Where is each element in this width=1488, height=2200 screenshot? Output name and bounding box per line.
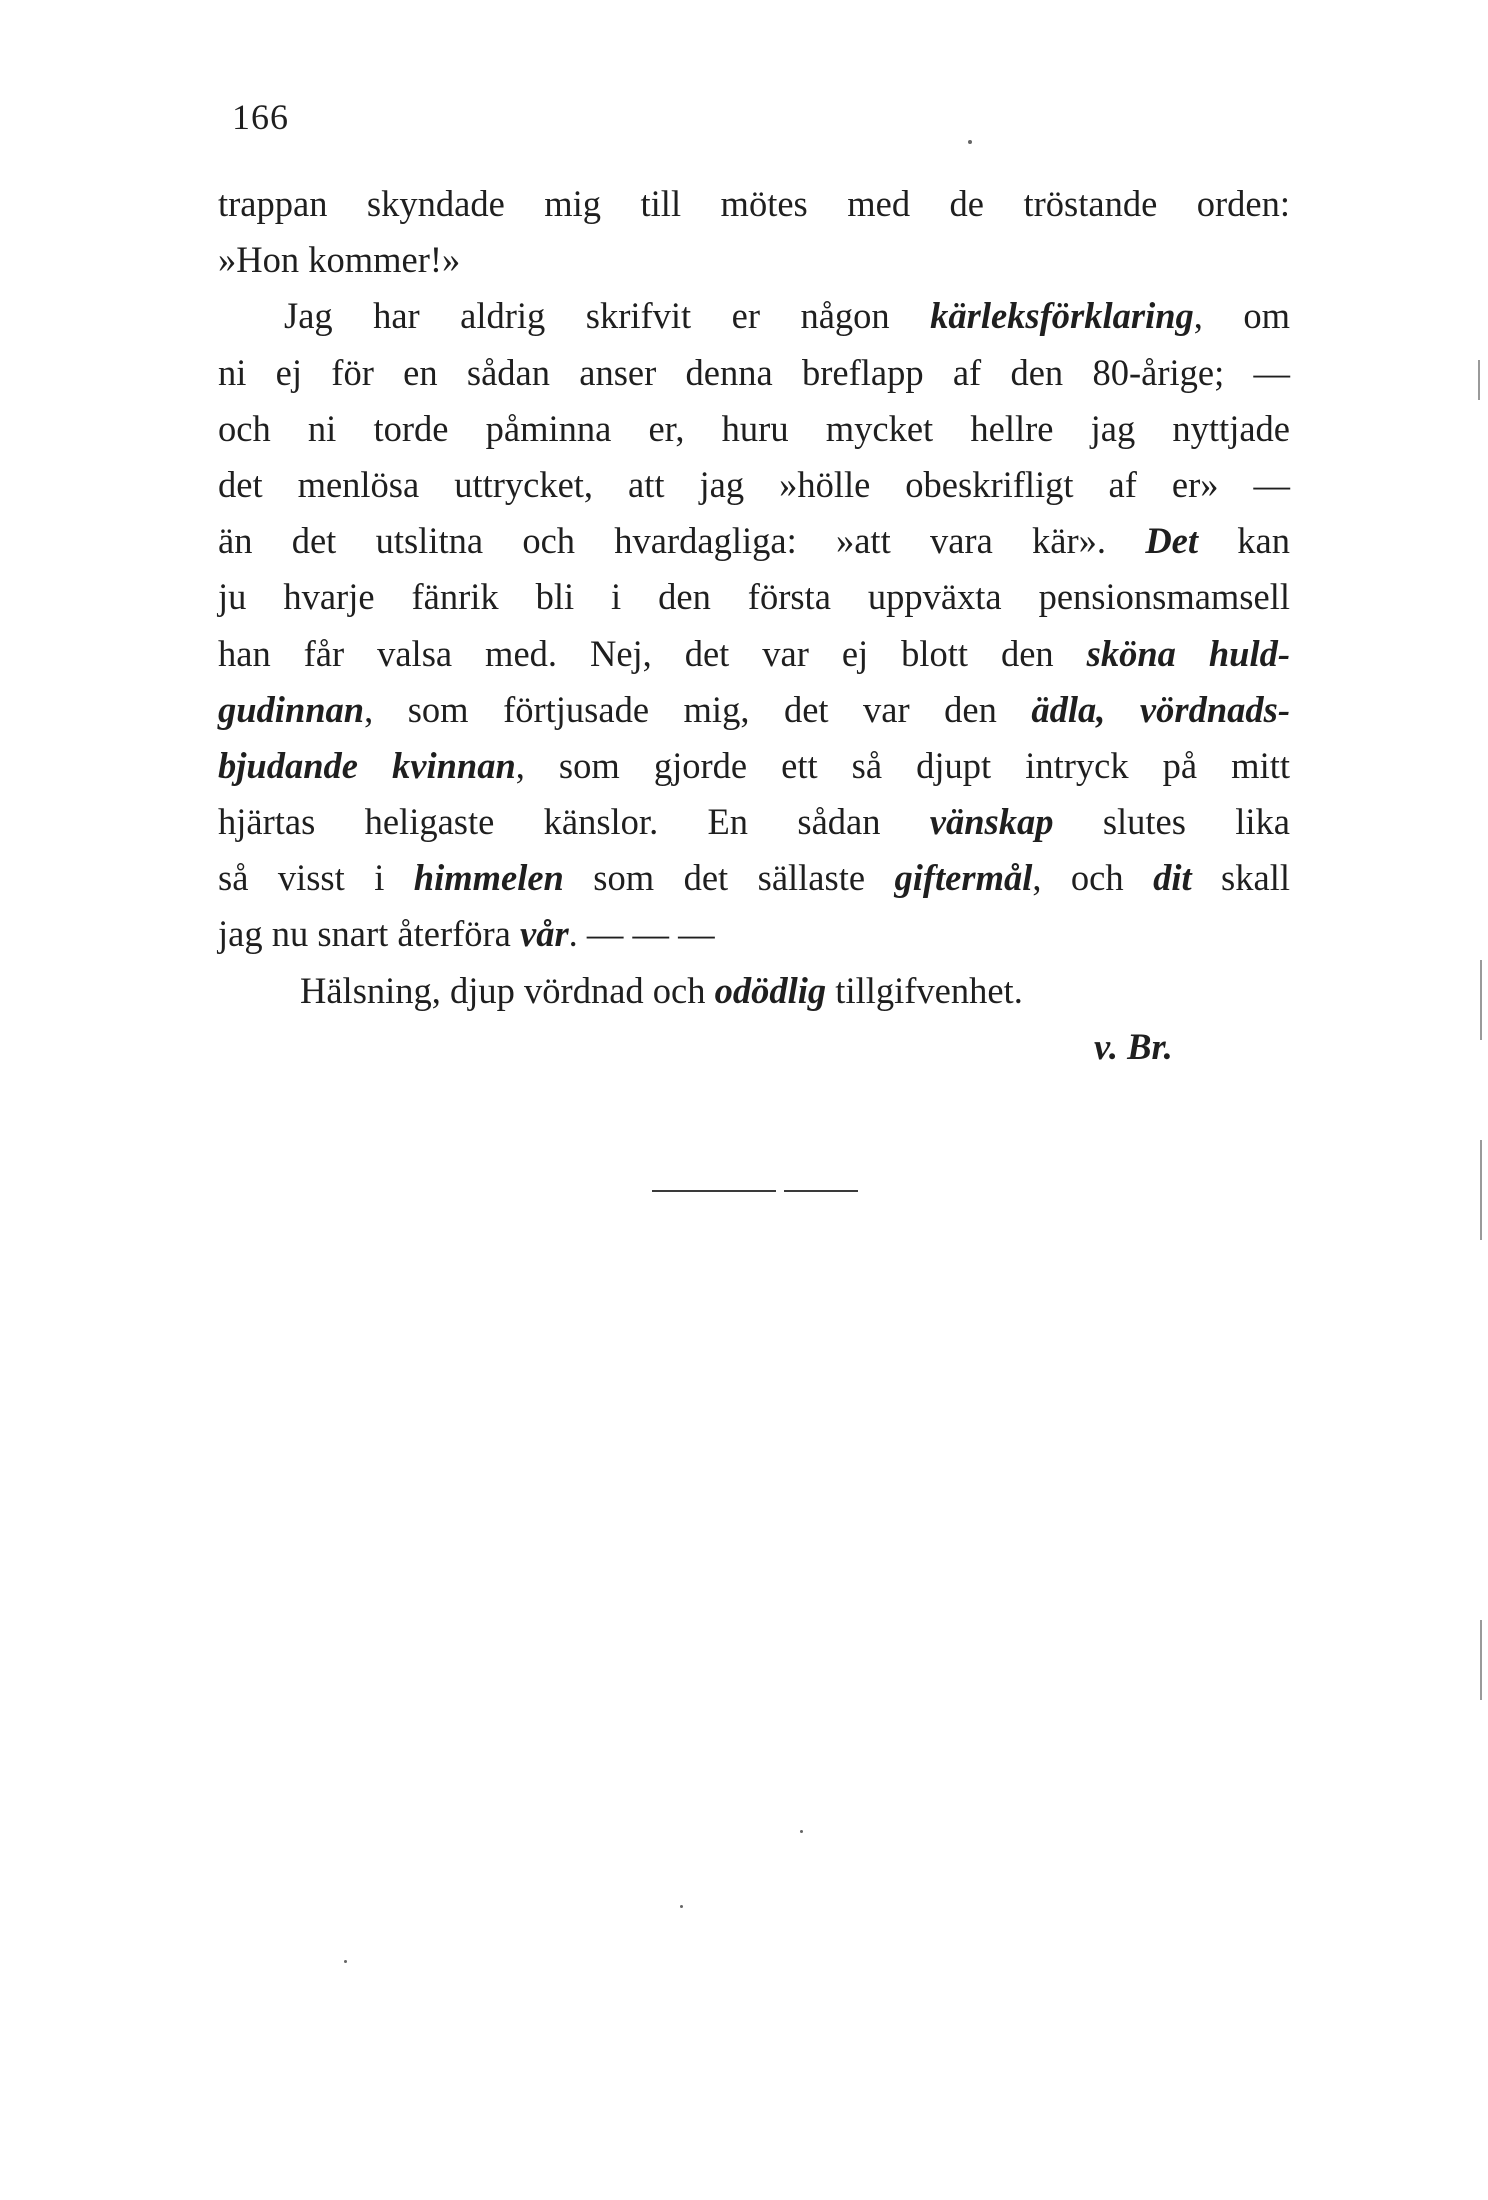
text-line-12 xyxy=(218,794,1290,850)
text-segment: skall xyxy=(1191,857,1290,899)
text-segment: »Hon kommer!» xyxy=(218,239,461,281)
text-line-14 xyxy=(218,906,1290,962)
text-line-4 xyxy=(218,345,1290,401)
italic-text: vår xyxy=(520,913,569,955)
text-segment: slutes lika xyxy=(1053,801,1291,843)
closing-rule-left xyxy=(652,1190,776,1192)
italic-text: kärleksförklaring xyxy=(930,295,1194,337)
text-line-5 xyxy=(218,401,1290,457)
italic-text: vänskap xyxy=(929,801,1054,843)
text-line-2 xyxy=(218,232,1290,288)
text-line-11 xyxy=(218,738,1290,794)
italic-text: himmelen xyxy=(413,857,564,899)
text-segment: , om xyxy=(1193,295,1290,337)
text-line-1 xyxy=(218,176,1290,232)
print-speck xyxy=(344,1960,347,1963)
scan-edge-mark xyxy=(1480,1620,1482,1700)
scan-edge-mark xyxy=(1480,960,1482,1040)
scan-edge-mark xyxy=(1478,360,1480,400)
text-line-8 xyxy=(218,569,1290,625)
text-line-13 xyxy=(218,850,1290,906)
italic-text: gudinnan xyxy=(218,688,365,730)
italic-text: sköna huld- xyxy=(1086,632,1290,674)
text-segment: . — — — xyxy=(568,913,715,955)
italic-text: dit xyxy=(1153,857,1192,899)
italic-text: Det xyxy=(1145,520,1199,562)
text-segment: ju hvarje fänrik bli i den första uppväxta pensionsmamsell xyxy=(218,576,1290,618)
italic-text: v. Br. xyxy=(1094,1025,1173,1067)
italic-text: ädla, vördnads- xyxy=(1031,688,1290,730)
italic-text: odödlig xyxy=(714,969,827,1011)
text-segment: det menlösa uttrycket, att jag »hölle obeskrifligt af er» — xyxy=(218,463,1290,505)
text-segment: än det utslitna och hvardagliga: »att vara kär». xyxy=(218,520,1146,562)
text-segment: , som förtjusade mig, det var den xyxy=(364,688,1032,730)
text-line-3 xyxy=(218,288,1290,344)
scan-edge-mark xyxy=(1480,1140,1482,1240)
print-speck xyxy=(680,1905,683,1908)
letter-body xyxy=(218,176,1290,1075)
signature xyxy=(218,1019,1290,1075)
text-segment: Hälsning, djup vördnad och xyxy=(300,969,715,1011)
text-line-7 xyxy=(218,513,1290,569)
closing-greeting xyxy=(218,963,1290,1019)
print-speck xyxy=(800,1830,803,1833)
text-line-9 xyxy=(218,626,1290,682)
print-speck xyxy=(968,140,972,144)
italic-text: giftermål xyxy=(894,857,1033,899)
text-segment: hjärtas heligaste känslor. En sådan xyxy=(218,801,930,843)
text-segment: jag nu snart återföra xyxy=(218,913,520,955)
text-segment: som det sällaste xyxy=(563,857,895,899)
text-segment: , och xyxy=(1032,857,1154,899)
text-segment: kan xyxy=(1198,520,1290,562)
text-segment: , som gjorde ett så djupt intryck på mitt xyxy=(515,744,1290,786)
text-segment: och ni torde påminna er, huru mycket hellre jag nyttjade xyxy=(218,407,1290,449)
italic-text: bjudande kvinnan xyxy=(218,744,516,786)
text-segment: han får valsa med. Nej, det var ej blott den xyxy=(218,632,1087,674)
text-segment: tillgifvenhet. xyxy=(826,969,1023,1011)
closing-rule-right xyxy=(784,1190,858,1192)
page-number: 166 xyxy=(232,97,289,137)
text-segment: ni ej för en sådan anser denna breflapp af den 80-årige; — xyxy=(218,351,1290,393)
text-line-10 xyxy=(218,682,1290,738)
text-segment: Jag har aldrig skrifvit er någon xyxy=(284,295,931,337)
text-line-6 xyxy=(218,457,1290,513)
text-segment: trappan skyndade mig till mötes med de tröstande orden: xyxy=(218,183,1290,224)
text-segment: så visst i xyxy=(218,857,414,899)
